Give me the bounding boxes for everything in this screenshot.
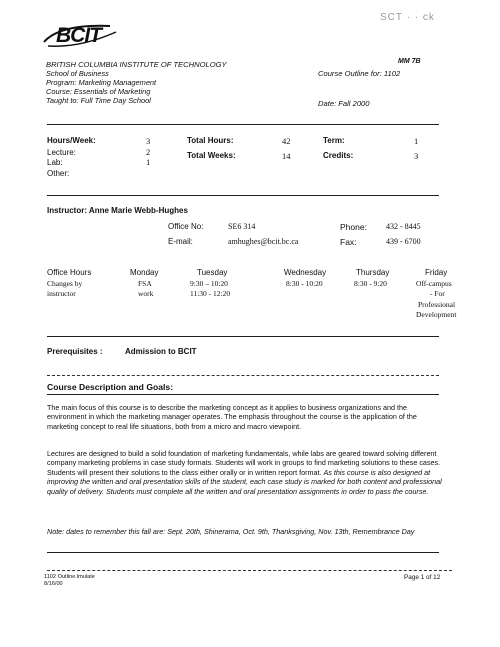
other-label: Other: xyxy=(47,169,70,178)
cell-r1-friday: Off-campus xyxy=(416,279,452,288)
col-header-wednesday: Wednesday xyxy=(284,268,327,277)
description-heading: Course Description and Goals: xyxy=(47,382,174,392)
fax-value: 439 - 6700 xyxy=(386,237,421,246)
fax-label: Fax: xyxy=(340,237,357,247)
description-paragraph-2 xyxy=(47,449,445,496)
total-hours-label: Total Hours: xyxy=(187,136,234,145)
email-value[interactable]: amhughes@bcit.bc.ca xyxy=(228,237,299,246)
office-label: Office No: xyxy=(168,222,204,231)
school-name: School of Business xyxy=(46,69,109,78)
taught-to: Taught to: Full Time Day School xyxy=(46,96,151,105)
prerequisites-value: Admission to BCIT xyxy=(125,347,197,356)
divider xyxy=(47,552,439,553)
total-weeks-value: 14 xyxy=(282,151,291,161)
col-header-friday: Friday xyxy=(425,268,448,277)
program-name: Program: Marketing Management xyxy=(46,78,157,87)
handwritten-code: MM 7B xyxy=(398,58,421,65)
footer-date: 8/16/00 xyxy=(44,581,63,587)
col-header-monday: Monday xyxy=(130,268,159,277)
course-name: Course: Essentials of Marketing xyxy=(46,87,151,96)
paragraph-2-text: Lectures are designed to build a solid foundation of marketing fundamentals, while labs are geared toward solving different company marketing problems in case study formats. Students will work in groups to find marketing solutions to these cases. Students will present their solutions to the class either orally or in written report format. xyxy=(47,449,441,477)
dates-note: Note: dates to remember this fall are: Sept. 20th, Shinerama, Oct. 9th, Thanksgiving, Nov. 13th, Remembrance Day xyxy=(47,527,415,536)
office-value: SE6 314 xyxy=(228,222,256,231)
cell-r2-monday: work xyxy=(138,289,154,298)
cell-r2-office-hours: instructor xyxy=(47,289,76,298)
course-outline-for: Course Outline for: 1102 xyxy=(318,69,401,78)
cell-r1-monday: FSA xyxy=(138,279,152,288)
cell-r4-friday: Development xyxy=(416,310,457,319)
cell-r3-friday: Professional xyxy=(418,300,456,309)
total-weeks-label: Total Weeks: xyxy=(187,151,236,160)
email-label: E-mail: xyxy=(168,237,193,246)
cell-r1-tuesday: 9:30 – 10:20 xyxy=(190,279,228,288)
logo-text: BCIT xyxy=(56,24,101,47)
total-hours-value: 42 xyxy=(282,136,291,146)
divider xyxy=(47,124,439,125)
col-header-thursday: Thursday xyxy=(356,268,390,277)
phone-value: 432 - 8445 xyxy=(386,222,421,231)
term-label: Term: xyxy=(323,136,345,145)
divider xyxy=(47,195,439,196)
term-value: 1 xyxy=(414,136,419,146)
lab-label: Lab: xyxy=(47,158,63,167)
footer-filename: 1102 Outline.lmulate xyxy=(44,574,95,580)
instructor-name: Instructor: Anne Marie Webb-Hughes xyxy=(47,206,188,215)
bcit-logo xyxy=(40,20,120,50)
lecture-label: Lecture: xyxy=(47,148,76,157)
date: Date: Fall 2000 xyxy=(318,99,370,108)
description-paragraph-1: The main focus of this course is to describe the marketing concept as it applies to business organizations and the environment in which the marketing manager operates. The emphasis throughout the course is the application of the marketing concept to real life situations, both from a micro and macro viewpoint. xyxy=(47,403,417,431)
col-header-tuesday: Tuesday xyxy=(197,268,228,277)
prerequisites-label: Prerequisites : xyxy=(47,347,103,356)
credits-label: Credits: xyxy=(323,151,354,160)
stamp: SCT · · ck xyxy=(380,12,435,23)
credits-value: 3 xyxy=(414,151,419,161)
page-number: Page 1 of 12 xyxy=(404,574,441,581)
hours-week-value: 3 xyxy=(146,136,151,146)
divider xyxy=(47,570,452,571)
cell-r2-friday: - For xyxy=(430,289,445,298)
col-header-office-hours: Office Hours xyxy=(47,268,92,277)
cell-r1-thursday: 8:30 - 9:20 xyxy=(354,279,387,288)
divider xyxy=(47,394,439,395)
cell-r1-wednesday: 8:30 - 10:20 xyxy=(286,279,323,288)
cell-r1-office-hours: Changes by xyxy=(47,279,83,288)
cell-r2-tuesday: 11:30 - 12:20 xyxy=(190,289,231,298)
divider xyxy=(47,375,439,376)
lab-value: 1 xyxy=(146,157,151,167)
lecture-value: 2 xyxy=(146,147,151,157)
institute-name: BRITISH COLUMBIA INSTITUTE OF TECHNOLOGY xyxy=(46,60,227,69)
hours-week-label: Hours/Week: xyxy=(47,136,96,145)
paragraph-2-italic-text: As this course is also designed at improving the written and oral presentation skills of the student, each case study is marked for both content and professional quality of delivery. Students must complete all the written and oral presentation assignments in order to pass the course. xyxy=(47,467,442,496)
divider xyxy=(47,336,439,337)
phone-label: Phone: xyxy=(340,222,367,232)
